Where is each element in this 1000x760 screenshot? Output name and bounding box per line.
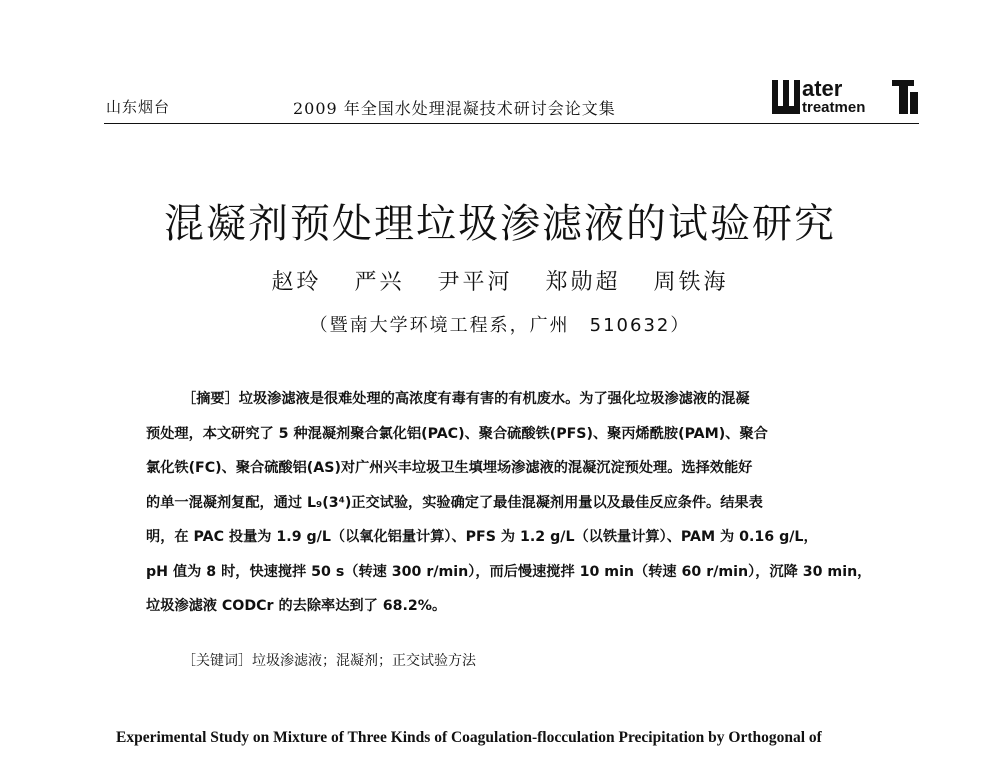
- author: 赵玲: [271, 270, 322, 295]
- paper-title: 混凝剂预处理垃圾渗滤液的试验研究: [164, 201, 836, 247]
- english-title: Experimental Study on Mixture of Three Kinds of Coagulation-flocculation Precipitation by Orthogonal of: [116, 729, 822, 746]
- header-location: 山东烟台: [106, 98, 171, 116]
- abstract-line: 垃圾渗滤液 CODCr 的去除率达到了 68.2%。: [146, 598, 447, 614]
- abstract-line: 预处理，本文研究了 5 种混凝剂聚合氯化铝(PAC)、聚合硫酸铁(PFS)、聚丙烯酰胺(PAM)、聚合: [146, 425, 768, 442]
- header-divider: [104, 123, 919, 124]
- author: 严兴: [354, 270, 405, 295]
- abstract-line: ［摘要］垃圾渗滤液是很难处理的高浓度有毒有害的有机废水。为了强化垃圾渗滤液的混凝: [182, 391, 750, 407]
- author: 郑勋超: [545, 270, 621, 295]
- abstract-line: 的单一混凝剂复配，通过 L₉(3⁴)正交试验，实验确定了最佳混凝剂用量以及最佳反应条件。结果表: [146, 494, 763, 511]
- logo-text-ater: ater: [802, 76, 843, 101]
- author: 周铁海: [653, 270, 729, 295]
- author-list: [0, 265, 1000, 296]
- logo-text-treatmen: treatmen: [802, 99, 866, 116]
- abstract-line: 明，在 PAC 投量为 1.9 g/L（以氧化铝量计算）、PFS 为 1.2 g/L（以铁量计算）、PAM 为 0.16 g/L，: [146, 529, 818, 545]
- affiliation: （暨南大学环境工程系，广州 510632）: [309, 315, 691, 336]
- water-treatment-logo: [768, 70, 920, 120]
- author: 尹平河: [437, 270, 513, 295]
- keywords: ［关键词］垃圾渗滤液；混凝剂；正交试验方法: [182, 653, 476, 669]
- abstract: [146, 382, 886, 624]
- abstract-line: pH 值为 8 时，快速搅拌 50 s（转速 300 r/min），而后慢速搅拌 10 min（转速 60 r/min），沉降 30 min，: [146, 563, 872, 580]
- abstract-line: 氯化铁(FC)、聚合硫酸铝(AS)对广州兴丰垃圾卫生填埋场渗滤液的混凝沉淀预处理。选择效能好: [146, 460, 753, 476]
- header-proceedings: 2009 年全国水处理混凝技术研讨会论文集: [293, 99, 616, 118]
